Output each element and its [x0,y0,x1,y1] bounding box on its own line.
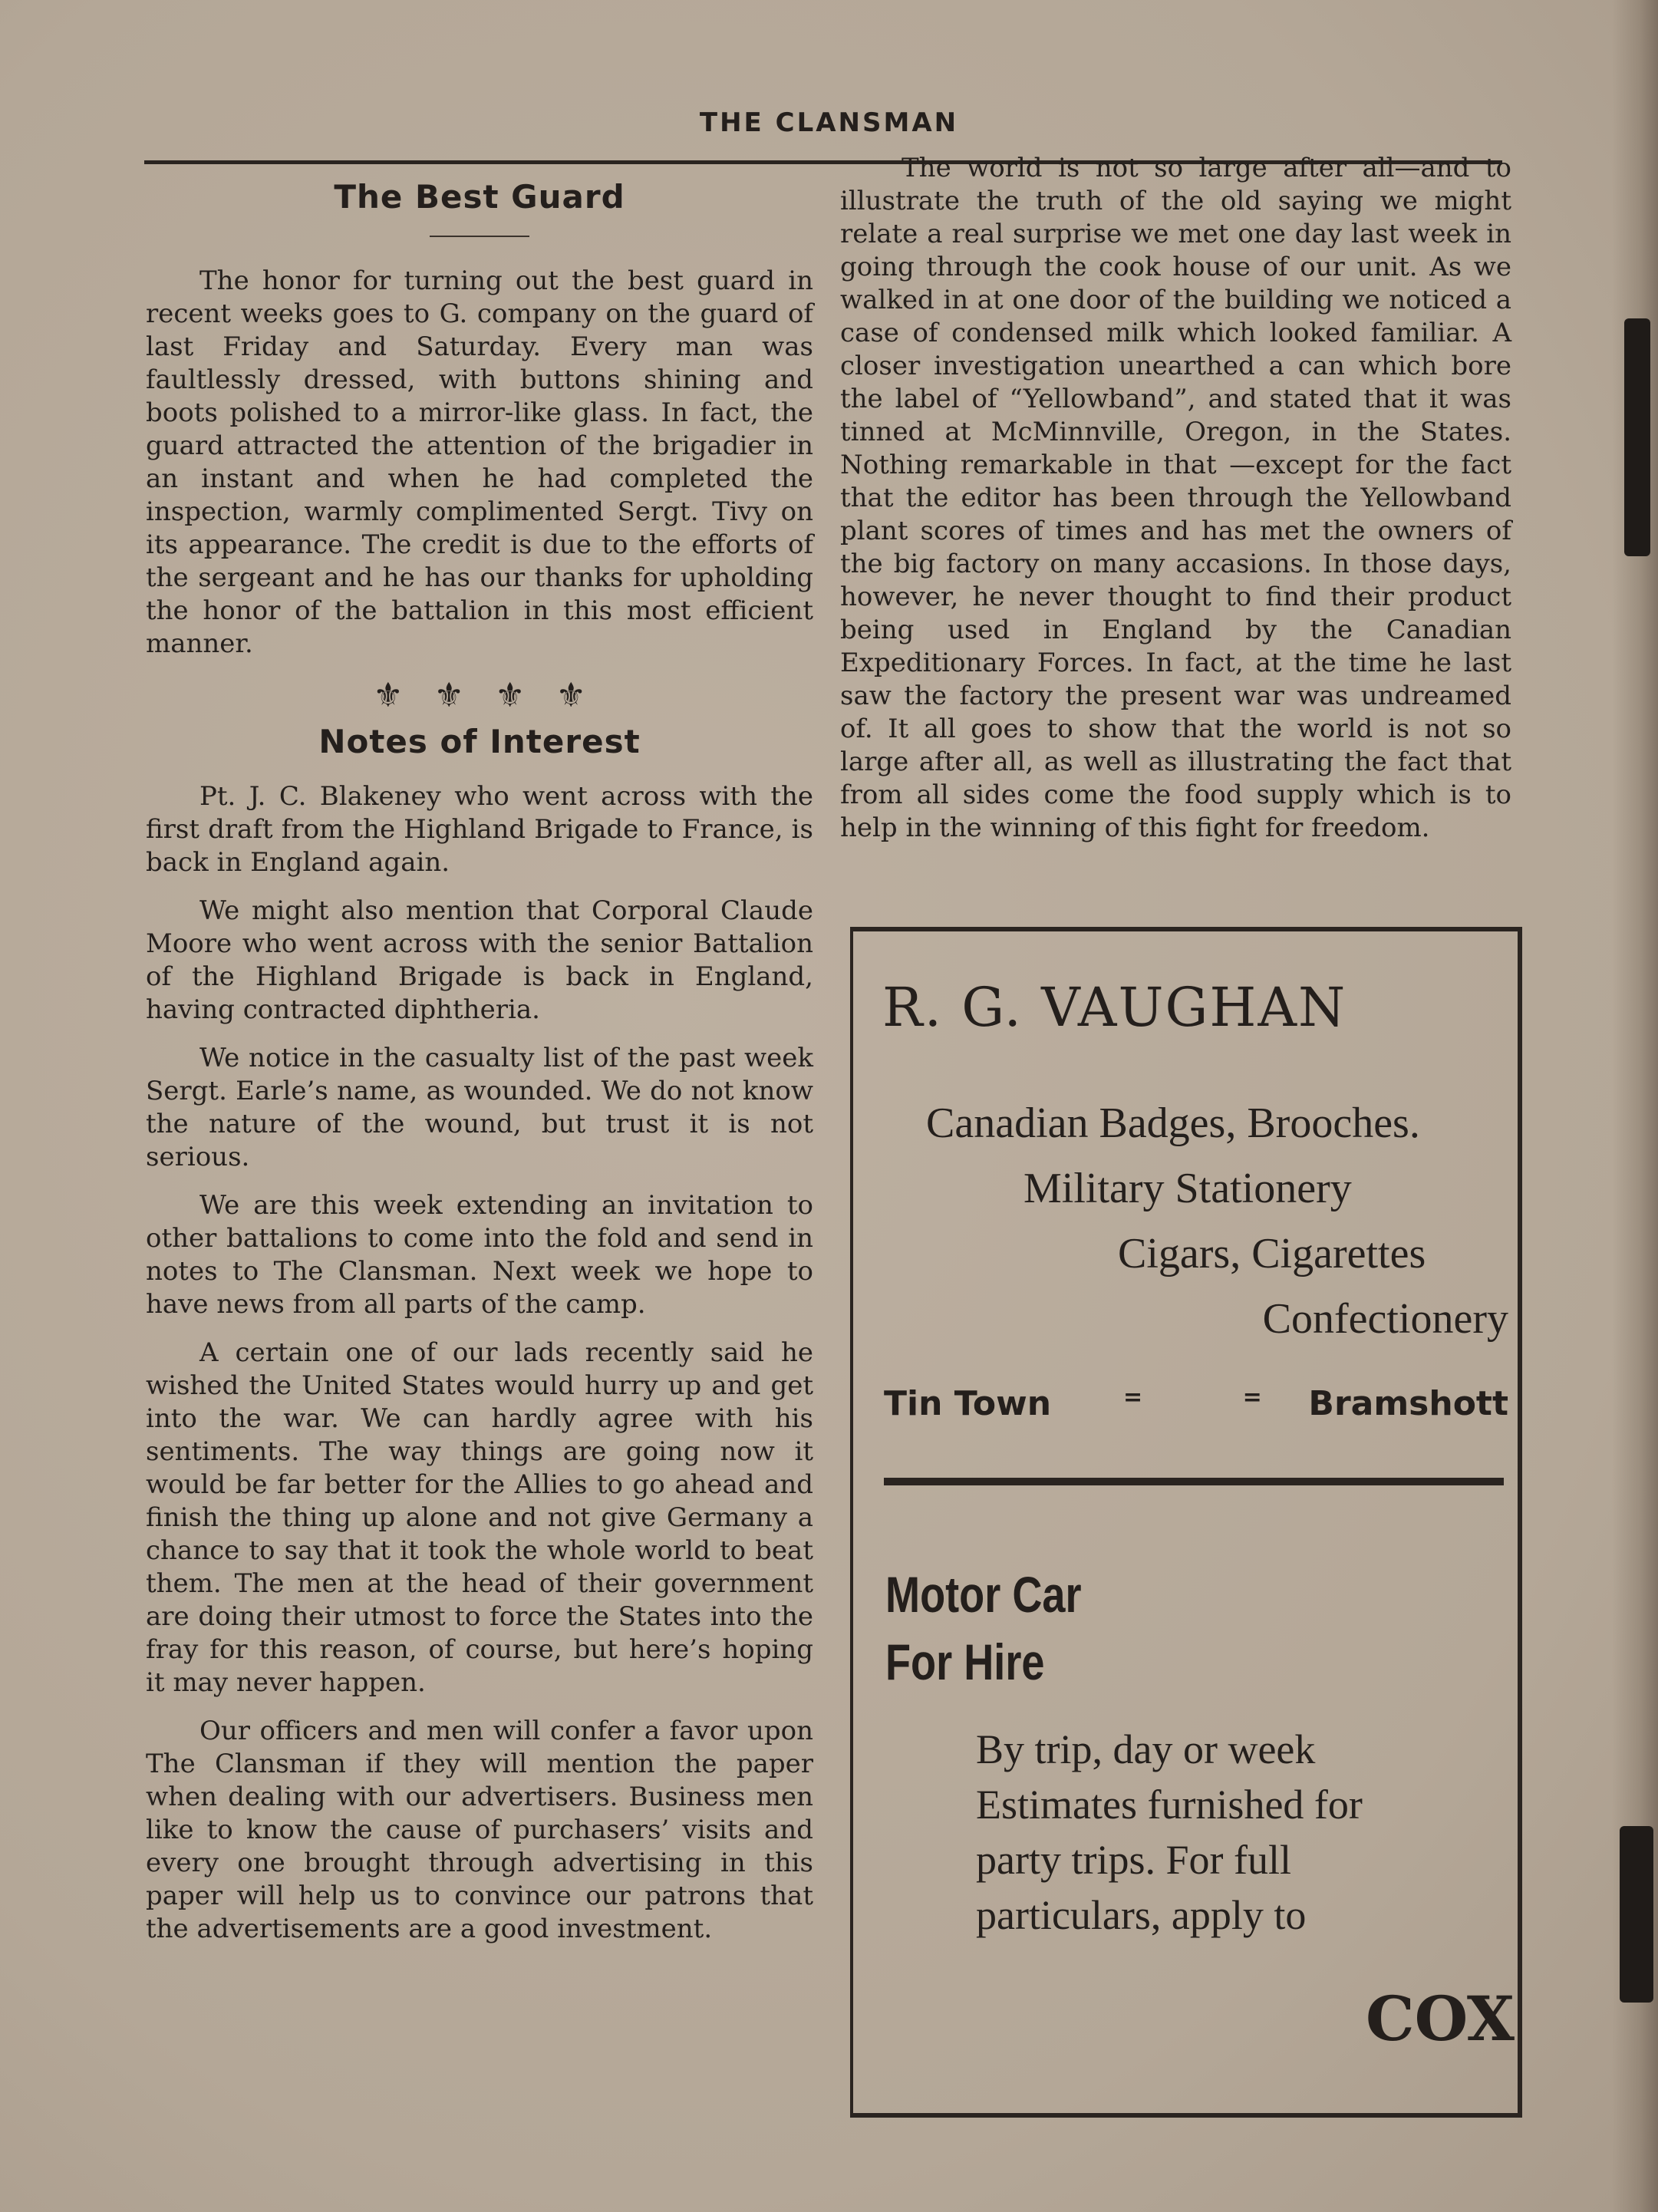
vaughan-ad-town: Tin Town [884,1384,1052,1423]
motor-ad-body-line: party trips. For full [976,1837,1291,1883]
fleur-de-lis-ornament: ⚜⚜⚜⚜ [373,676,617,715]
vaughan-ad-separator: = = [1123,1384,1308,1411]
notes-paragraph: A certain one of our lads recently said he wished the United States would hurry up and get into the war. We can hardly agree with his sentiments. The way things are going now it would be far better for the Allies to go ahead and finish the thing up alone and not give Germany a chance to say that it took the whole world to beat them. The men at the head of their government are doing their utmost to force the States into the fray for this reason, of course, but here’s hoping it may never happen. [146,1337,813,1698]
vaughan-ad-place: Bramshott [1308,1384,1508,1423]
motor-ad-body-line: By trip, day or week [976,1726,1316,1772]
left-column [146,170,813,1961]
motor-ad-title [885,1561,1082,1696]
motor-ad-body-line: Estimates furnished for [976,1782,1363,1828]
vaughan-ad-line: Canadian Badges, Brooches. [926,1099,1420,1147]
vaughan-ad-line: Military Stationery [1023,1165,1352,1212]
advertisement-box [850,927,1522,2118]
notes-heading: Notes of Interest [318,723,641,760]
motor-ad-name: COX [1365,1983,1515,2055]
notes-paragraph: We might also mention that Corporal Claude Moore who went across with the senior Battalion of the Highland Brigade is back in England, having contracted diphtheria. [146,895,813,1025]
best-guard-heading: The Best Guard [334,178,625,216]
world-article-paragraph: The world is not so large after all—and to illustrate the truth of the old saying we might relate a real surprise we met one day last week in going through the cook house of our unit. As we walked in at one door of the building we noticed a case of condensed milk which looked familiar. A closer investigation unearthed a can which bore the label of “Yellowband”, and stated that it was tinned at McMinnville, Oregon, in the States. Nothing remarkable in that —except for the fact that the editor has been through the Yellowband plant scores of times and has met the owners of the big factory on many accasions. In those days, however, he never thought to find their product being used in England by the Canadian Expeditionary Forces. In fact, at the time he last saw the factory the present war was undreamed of. It all goes to show that the world is not so large after all, as well as illustrating the fact that from all sides come the food supply which is to help in the winning of this fight for freedom. [840,153,1511,843]
ad-divider-rule [884,1478,1504,1485]
motor-ad-title-line: Motor Car [885,1566,1082,1623]
masthead-title: THE CLANSMAN [699,107,959,138]
vaughan-ad-name: R. G. VAUGHAN [882,976,1347,1039]
motor-ad-body-line: particulars, apply to [976,1892,1307,1938]
heading-divider [430,236,529,237]
motor-ad-title-line: For Hire [885,1633,1045,1690]
notes-paragraph: Pt. J. C. Blakeney who went across with the first draft from the Highland Brigade to France, is back in England again. [146,781,813,878]
notes-paragraph: We notice in the casualty list of the past week Sergt. Earle’s name, as wounded. We do not know the nature of the wound, but trust it is not serious. [146,1043,813,1172]
best-guard-paragraph: The honor for turning out the best guard in recent weeks goes to G. company on the guard of last Friday and Saturday. Every man was faultlessly dressed, with buttons shining and boots polished to a mirror-like glass. In fact, the guard attracted the attention of the brigadier in an instant and when he had completed the inspection, warmly complimented Sergt. Tivy on its appearance. The credit is due to the efforts of the sergeant and he has our thanks for upholding the honor of the battalion in this most efficient manner. [146,265,813,659]
vaughan-ad-line: Cigars, Cigarettes [1118,1230,1426,1277]
page-tear [1620,1826,1653,2003]
notes-paragraph: We are this week extending an invitation to other battalions to come into the fold and send in notes to The Clansman. Next week we hope to have news from all parts of the camp. [146,1190,813,1320]
right-column [840,152,1511,845]
notes-paragraph: Our officers and men will confer a favor upon The Clansman if they will mention the paper when dealing with our advertisers. Business men like to know the cause of purchasers’ visits and every one brought through advertising in this paper will help us to convince our patrons that the advertisements are a good investment. [146,1716,813,1944]
page-tear [1624,318,1650,556]
vaughan-ad-line: Confectionery [1262,1295,1508,1343]
motor-ad-body [976,1722,1421,1943]
